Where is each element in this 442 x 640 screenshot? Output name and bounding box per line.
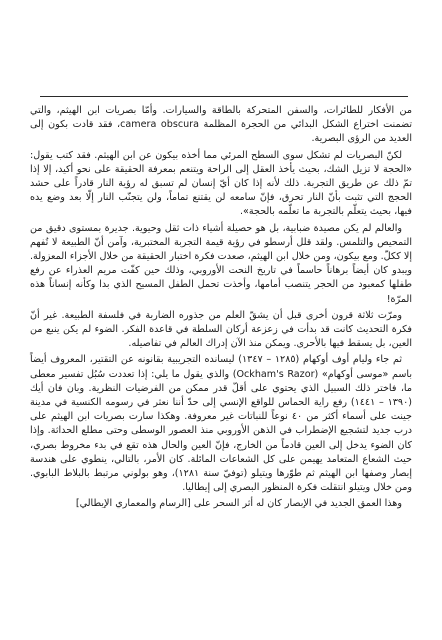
paragraph: ثم جاء وليام أوف أوكهام (١٢٨٥ – ١٣٤٧) ليسانده التجريبية بقانونه عن التقتير، المعروف أيضاً باسم «موسى أوكهام» (Ockham's Razor) والذي يقول ما يلي: إذا تعددت سُبُل تفسير معطى ما، فاختر ذلك السبيل الذي يحتوي على أقلّ قدر ممكن من الفرضيات النظرية. وبان فان أيك (١٣٩٠ – ١٤٤١) رفع راية الحماس للواقع الإنسي إلى حدّ أننا نعثر في رسومه الكنسية في مدينة جينت على أسماء أكثر من ٤٠ نوعاً للنباتات غير معروفة. وهكذا سارت بصريات ابن الهيثم على درب جديد لتشجيع الإضطراب في الذهن الأوروبي منذ العصور الوسطى وحتى مطلع الحداثة. وإذا كان الضوء يدخل إلى العين قادماً من الخارج، فإنّ العين والحال هذه تقع في بدء مخروط بصري، حيث الشعاع المتعامد يهيمن على كل الشعاعات المائلة. كان الأمر، بالتالي، ينطوي على هندسة إبصار وصفها ابن الهيثم ثم طوّرها ويتيلو (توفيّ سنة ١٢٨١)، وهو بولوني مرتبط بالبلاط البابوي. ومن خلال ويتيلو انتقلت فكرة المنظور البصري إلى إيطاليا. [30,354,413,494]
paragraph: وهذا العمق الجديد في الإبصار كان له أثر السحر على [الرسام والمعماري الإيطالي] [75,498,402,510]
top-divider-rule [40,96,408,97]
paragraph: من الأفكار للطائرات، والسفن المتحركة بالطاقة والسيارات. وأمّا بصريات ابن الهيثم، والتي تضمنت اختراع الشكل البدائي من الحجرة المظلمة camera obscura، فقد قادت بكون إلى العديد من الرؤى البصرية. [30,105,412,145]
paragraph: لكنّ البصريات لم تشكل سوى السطح المرئي مما أخذه بيكون عن ابن الهيثم. فقد كتب يقول: «الحجة لا تزيل الشك، بحيث يأخذ العقل إلى الراحة ويتنعم بمعرفة الحقيقة على نحو أكيد، إلا إذا تمّ ذلك عن طريق التجربة. ذلك لأنه إذا كان أيّ إنسان لم تسبق له رؤية النار قادراً على حشد الحجج التي تثبت بأنّ النار تحرق، فإنّ سامعه لن يقتنع تماماً، ولن يتجنّب النار إلّا بعد وضع يده فيها، بحيث يتعلّم بالتجربة ما تعلّمه بالحجة». [30,149,412,218]
body-text [30,104,412,514]
paragraph: والعالم لم يكن مصيدة ضبابية، بل هو حصيلة أشياء ذات ثقل وحيوية. جديرة بمستوى دقيق من التمحيص والتلمس. ولقد قلل أرسطو في رؤية قيمة التجربة المختبرية، وآمن أنّ الطبيعة لا تُفهم إلا ككلّ. ومع بيكون، ومن خلال ابن الهيثم، صعدت فكرة اختبار الحقيقة من خلال الأجزاء المعزولة. ويبدو كان أيضاً برهاناً حاسماً في تاريخ النحت الأوروبي، وذلك حين كفّت مريم العذراء عن رفع طفلها كمعبود من الحجر يتنصب أمامها، وأخذت تحمل الطفل المسيح الذي بدا وكأنه إنساناً هذه المرّة! [30,222,412,305]
paragraph: ومرّت ثلاثة قرون أخرى قبل أن يشقّ العلم من جذوره الضاربة في فلسفة الطبيعة. غير أنّ فكرة التحديث كانت قد بدأت في زعزعة أركان السلطة في قاعدة الفكر. الضوء لم يكن ينبع من العين، بل يسقط فيها بالأحرى. ويمكن منذ الآن إدراك العالم في تفاصيله. [30,309,412,350]
